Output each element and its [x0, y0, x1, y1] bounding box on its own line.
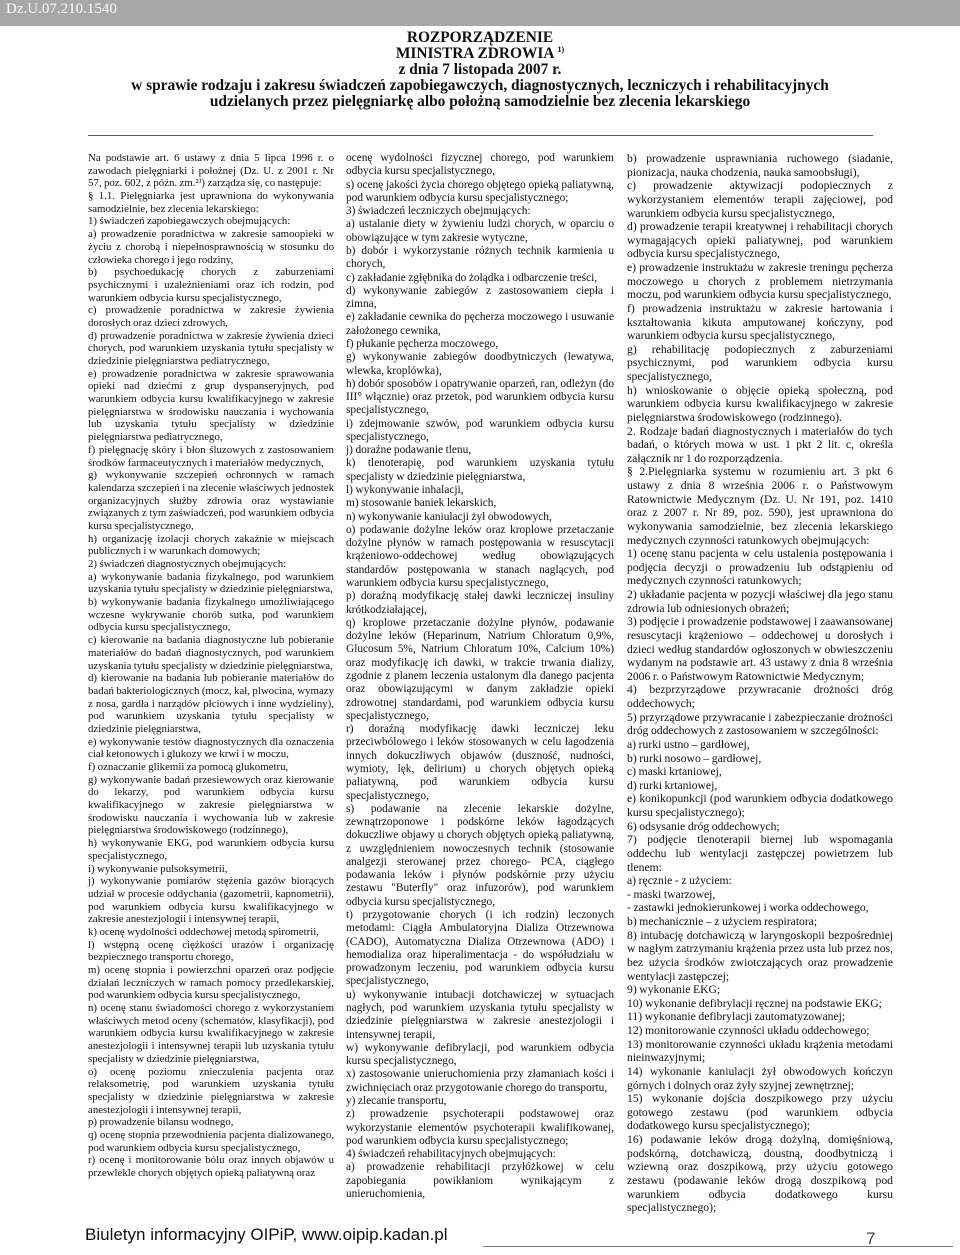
paragraph: 2. Rodzaje badań diagnostycznych i materiałów do tych badań, o których mowa w ust. 1 pkt 2 lit. c, określa załącznik nr 1 do rozporządzenia. [627, 424, 893, 465]
paragraph: f) oznaczanie glikemii za pomocą glukometru, [88, 761, 289, 773]
regulation-title-block [30, 30, 930, 110]
title-line-2 [30, 46, 930, 62]
title-line-5: udzielanych przez pielęgniarkę albo położną samodzielnie bez zlecenia lekarskiego [209, 93, 751, 110]
paragraph: a) rurki ustno – gardłowej, [627, 737, 750, 751]
paragraph: h) dobór sposobów i opatrywanie oparzeń, ran, odleżyn (do III° włącznie) oraz przetok, pod warunkiem odbycia kursu specjalistycznego, [346, 377, 614, 417]
page-number: 7 [866, 1229, 876, 1248]
paragraph: j) wykonywanie pomiarów stężenia gazów biorących udział w procesie oddychania (gazometrii, kapnometrii), pod warunkiem odbycia kursu kwalifikacyjnego w zakresie anestezjologii i intensywnej terapii, [88, 875, 334, 926]
paragraph: Na podstawie art. 6 ustawy z dnia 5 lipca 1996 r. o zawodach pielęgniarki i położnej (Dz. U. z 2001 r. Nr 57, poz. 602, z późn. zm.²⁾) zarządza się, co następuje: [88, 152, 334, 190]
paragraph: m) ocenę stopnia i powierzchni oparzeń oraz podjęcie działań leczniczych w ramach pomocy przedlekarskiej, pod warunkiem odbycia kursu specjalistycznego, [88, 964, 334, 1002]
paragraph: 16) podawanie leków drogą dożylną, domięśniową, podskórną, dotchawiczą, doustną, doodbytniczą i wziewną oraz doszpikową, przy użyciu gotowego zestawu (podawanie leków drogą doszpikową pod warunkiem odbycia dodatkowego kursu specjalistycznego); [627, 1133, 893, 1215]
paragraph: f) prowadzenia instruktażu w zakresie hartowania i kształtowania kikuta amputowanej kończyny, pod warunkiem odbycia kursu specjalistycznego, [627, 301, 893, 343]
paragraph: p) doraźną modyfikację stałej dawki leczniczej insuliny krótkodziałającej, [346, 590, 614, 616]
paragraph: r) ocenę i monitorowanie bólu oraz innych objawów u przewlekle chorych objętych opieką paliatywną oraz [88, 1154, 334, 1179]
title-line-2-text: MINISTRA ZDROWIA [395, 45, 554, 62]
paragraph: 6) odsysanie dróg oddechowych; [627, 819, 780, 833]
paragraph: j) doraźne podawanie tlenu, [346, 444, 472, 457]
paragraph: e) prowadzenie poradnictwa w zakresie sprawowania opieki nad dziećmi z grup dyspanseryjnych, pod warunkiem odbycia kursu kwalifikacyjnego w zakresie pielęgniarstwa w środowisku nauczania i wychowania lub uzyskania tytułu specjalisty w dziedzinie pielęgniarstwa pediatrycznego, [88, 367, 334, 444]
paragraph: i) wykonywanie pulsoksymetrii, [88, 862, 228, 875]
paragraph: o) podawanie dożylne leków oraz kroplowe przetaczanie dożylne płynów w ramach postępowania w resuscytacji krążeniowo-oddechowej według obowiązujących standardów postępowania w stanach naglących, pod warunkiem odbycia kursu specjalistycznego, [346, 523, 614, 589]
paragraph: a) prowadzenie rehabilitacji przyłóżkowej w celu zapobiegania powikłaniom wynikającym z unieruchomienia, [346, 1161, 614, 1200]
paragraph: u) wykonywanie intubacji dotchawiczej w sytuacjach nagłych, pod warunkiem uzyskania tytułu specjalisty w dziedzinie pielęgniarstwa w zakresie anestezjologii i intensywnej terapii, [346, 988, 614, 1041]
footer-rule [483, 1246, 953, 1247]
paragraph: b) prowadzenie usprawniania ruchowego (siadanie, pionizacja, nauka chodzenia, nauka samoobsługi), [627, 152, 893, 179]
paragraph: a) ręcznie - z użyciem: [627, 874, 732, 888]
paragraph: - maski twarzowej, [627, 887, 716, 901]
paragraph: b) dobór i wykorzystanie różnych technik karmienia u chorych, [346, 244, 614, 271]
paragraph: e) wykonywanie testów diagnostycznych dla oznaczenia ciał ketonowych i glukozy we krwi i w moczu, [88, 735, 334, 761]
paragraph: 2) świadczeń diagnostycznych obejmujących: [88, 558, 287, 570]
paragraph: c) zakładanie zgłębnika do żołądka i odbarczenie treści, [346, 271, 598, 284]
paragraph: r) doraźną modyfikację dawki leczniczej leku przeciwbólowego i leków stosowanych w celu łagodzenia innych dokuczliwych objawów (duszność, nudności, wymioty, lęk, delirium) u chorych objętych opieką paliatywną, pod warunkiem odbycia kursu specjalistycznego, [346, 723, 614, 802]
paragraph: n) ocenę stanu świadomości chorego z wykorzystaniem właściwych metod oceny (schematów, klasyfikacji), pod warunkiem odbycia kursu kwalifikacyjnego w zakresie anestezjologii i intensywnej terapii lub uzyskania tytułu specjalisty w dziedzinie pielęgniarstwa, [88, 1002, 334, 1065]
paragraph: 9) wykonanie EKG; [627, 983, 721, 997]
paragraph: k) ocenę wydolności oddechowej metodą spirometrii, [88, 925, 319, 938]
document-reference: Dz.U.07.210.1540 [6, 1, 117, 17]
page-footer [85, 1225, 885, 1249]
paragraph: 7) podjęcie tlenoterapii biernej lub wspomagania oddechu lub wentylacji zastępczej powietrzem lub tlenem: [627, 833, 893, 874]
footer-bulletin: Biuletyn informacyjny OIPiP, www.oipip.kadan.pl [85, 1225, 448, 1244]
paragraph: a) wykonywanie badania fizykalnego, pod warunkiem uzyskania tytułu specjalisty w dziedzinie pielęgniarstwa, [88, 570, 334, 596]
paragraph: 5) przyrządowe przywracanie i zabezpieczanie drożności dróg oddechowych z zastosowaniem w szczególności: [627, 710, 893, 738]
paragraph: d) rurki krtaniowej, [627, 778, 718, 792]
paragraph: s) ocenę jakości życia chorego objętego opieką paliatywną, pod warunkiem odbycia kursu specjalistycznego; [346, 178, 614, 204]
text-column-1 [88, 152, 334, 1180]
paragraph: 3) świadczeń leczniczych obejmujących: [346, 205, 531, 218]
paragraph: a) prowadzenie poradnictwa w zakresie samoopieki w życiu z chorobą i niepełnosprawnością w stosunku do człowieka chorego i jego rodziny, [88, 228, 334, 266]
paragraph: h) wykonywanie EKG, pod warunkiem odbycia kursu specjalistycznego, [88, 837, 334, 862]
title-footnote-ref: 1) [557, 44, 565, 54]
title-line-4: w sprawie rodzaju i zakresu świadczeń zapobiegawczych, diagnostycznych, leczniczych i rehabilitacyjnych [131, 77, 829, 94]
paragraph: d) prowadzenie poradnictwa w zakresie żywienia dzieci chorych, pod warunkiem uzyskania tytułu specjalisty w dziedzinie pielęgniarstwa pediatrycznego, [88, 329, 334, 367]
paragraph: f) płukanie pęcherza moczowego, [346, 337, 499, 350]
paragraph: 14) wykonanie kaniulacji żył obwodowych kończyn górnych i dolnych oraz żyły szyjnej zewnętrznej; [627, 1064, 893, 1092]
paragraph: q) kroplowe przetaczanie dożylne płynów, podawanie dożylne leków (Heparinum, Natrium Chloratum 0,9%, Glucosum 5%, Natrium Chloratum 10%, Calcium 10%) oraz modyfikację ich dawki, w trakcie trwania dializy, zgodnie z planem leczenia ustalonym dla danego pacjenta oraz obowiązującymi w danym zakładzie opieki zdrowotnej standardami, pod warunkiem odbycia kursu specjalistycznego, [346, 616, 614, 722]
text-column-2 [346, 152, 614, 1201]
paragraph: 2) układanie pacjenta w pozycji właściwej dla jego stanu zdrowia lub odniesionych obrażeń; [627, 588, 893, 615]
paragraph: 8) intubację dotchawiczą w laryngoskopii bezpośredniej w nagłym zatrzymaniu krążenia przez usta lub przez nos, bez użycia środków zwiotczających oraz prowadzenie wentylacji zastępczej; [627, 928, 893, 983]
paragraph: c) prowadzenie aktywizacji podopiecznych z wykorzystaniem elementów terapii zajęciowej, pod warunkiem odbycia kursu specjalistycznego, [627, 179, 893, 220]
paragraph: m) stosowanie baniek lekarskich, [346, 497, 497, 510]
paragraph: l) wstępną ocenę ciężkości urazów i organizację bezpiecznego transportu chorego, [88, 938, 334, 964]
paragraph: t) przygotowanie chorych (i ich rodzin) leczonych metodami: Ciągła Ambulatoryjna Dializa Otrzewnowa (CADO), Automatyczna Dializa Otrzewnowa (ADO) i hemodializa oraz hiperalimentacja - do współudziału w prowadzonym leczeniu, pod warunkiem odbycia kursu specjalistycznego, [346, 909, 614, 988]
paragraph: f) pielęgnację skóry i błon śluzowych z zastosowaniem środków farmaceutycznych i materiałów medycznych, [88, 443, 334, 469]
paragraph: g) wykonywanie zabiegów doodbytniczych (lewatywa, wlewka, kroplówka), [346, 351, 614, 377]
paragraph: h) organizację izolacji chorych zakaźnie w miejscach publicznych i w warunkach domowych; [88, 532, 334, 558]
paragraph: l) wykonywanie inhalacji, [346, 484, 464, 497]
title-divider [88, 135, 873, 136]
paragraph: z) prowadzenie psychoterapii podstawowej oraz wykorzystanie elementów psychoterapii kwalifikowanej, pod warunkiem odbycia kursu specjalistycznego; [346, 1108, 614, 1147]
paragraph: k) tlenoterapię, pod warunkiem uzyskania tytułu specjalisty w dziedzinie pielęgniarstwa, [346, 457, 614, 483]
paragraph: 10) wykonanie defibrylacji ręcznej na podstawie EKG; [627, 996, 882, 1010]
paragraph: d) wykonywanie zabiegów z zastosowaniem ciepła i zimna, [346, 284, 614, 311]
paragraph: x) zastosowanie unieruchomienia przy złamaniach kości i zwichnięciach oraz przygotowanie chorego do transportu, [346, 1068, 614, 1094]
paragraph: 15) wykonanie dojścia doszpikowego przy użyciu gotowego zestawu (pod warunkiem odbycia dodatkowego kursu specjalistycznego); [627, 1092, 893, 1133]
paragraph: § 1.1. Pielęgniarka jest uprawniona do wykonywania samodzielnie, bez zlecenia lekarskiego: [88, 190, 334, 215]
paragraph: b) psychoedukację chorych z zaburzeniami psychicznymi i uzależnieniami oraz ich rodzin, pod warunkiem odbycia kursu specjalistycznego, [88, 266, 334, 304]
paragraph: s) podawanie na zlecenie lekarskie dożylne, zewnątrzoponowe i podskórne leków łagodzących dokuczliwe objawy u chorych objętych opieką paliatywną, z uwzględnieniem nowoczesnych technik (stosowanie analgezji sterowanej przez chorego- PCA, ciągłego podawania leków i płynów podskórnie przy użyciu zestawu "Buterfly" oraz infuzorów), pod warunkiem odbycia kursu specjalistycznego, [346, 802, 614, 908]
paragraph: 4) bezprzyrządowe przywracanie drożności dróg oddechowych; [627, 683, 893, 710]
paragraph: y) zlecanie transportu, [346, 1094, 447, 1107]
paragraph: 1) ocenę stanu pacjenta w celu ustalenia postępowania i podjęcia decyzji o prowadzeniu lub odstąpieniu od medycznych czynności ratunkowych; [627, 547, 893, 588]
paragraph: d) prowadzenie terapii kreatywnej i rehabilitacji chorych wymagających opieki paliatywnej, pod warunkiem odbycia kursu specjalistycznego, [627, 220, 893, 261]
paragraph: 12) monitorowanie czynności układu oddechowego; [627, 1024, 870, 1037]
paragraph: § 2.Pielęgniarka systemu w rozumieniu art. 3 pkt 6 ustawy z dnia 8 września 2006 r. o Państwowym Ratownictwie Medycznym (Dz. U. Nr 191, poz. 1410 oraz z 2007 r. Nr 89, poz. 590), jest uprawniona do wykonywania samodzielnie, bez zlecenia lekarskiego medycznych czynności ratunkowych obejmujących: [627, 465, 893, 547]
paragraph: 13) monitorowanie czynności układu krążenia metodami nieinwazyjnymi; [627, 1037, 893, 1065]
paragraph: g) wykonywanie badań przesiewowych oraz kierowanie do lekarzy, pod warunkiem odbycia kursu kwalifikacyjnego w zakresie pielęgniarstwa w środowisku nauczania i wychowania lub w zakresie pielęgniarstwa środowiskowego (rodzinnego), [88, 773, 334, 837]
paragraph: b) wykonywanie badania fizykalnego umożliwiającego wczesne wykrywanie chorób sutka, pod warunkiem odbycia kursu specjalistycznego, [88, 596, 334, 634]
paragraph: b) mechanicznie – z użyciem respiratora; [627, 915, 818, 928]
paragraph: 1) świadczeń zapobiegawczych obejmujących: [88, 215, 291, 228]
paragraph: n) wykonywanie kaniulacji żył obwodowych, [346, 510, 552, 523]
paragraph: d) kierowanie na badania lub pobieranie materiałów do badań bakteriologicznych (mocz, kał, plwocina, wymazy z nosa, gardła i narządów płciowych i inne wydzieliny), pod warunkiem uzyskania tytułu specjalisty w dziedzinie pielęgniarstwa, [88, 672, 335, 735]
document-reference-bar [0, 0, 960, 26]
paragraph: g) rehabilitację podopiecznych z zaburzeniami psychicznymi, pod warunkiem odbycia kursu specjalistycznego, [627, 342, 893, 383]
paragraph: - zastawki jednokierunkowej i worka oddechowego, [627, 901, 869, 915]
paragraph: c) kierowanie na badania diagnostyczne lub pobieranie materiałów do badań diagnostycznych, pod warunkiem uzyskania tytułu specjalisty w dziedzinie pielęgniarstwa, [88, 634, 334, 672]
title-line-1: ROZPORZĄDZENIE [406, 29, 554, 46]
paragraph: 4) świadczeń rehabilitacyjnych obejmujących: [346, 1148, 556, 1161]
paragraph: q) ocenę stopnia przewodnienia pacjenta dializowanego, pod warunkiem odbycia kursu specjalistycznego, [88, 1128, 334, 1154]
paragraph: i) zdejmowanie szwów, pod warunkiem odbycia kursu specjalistycznego, [346, 417, 614, 443]
text-column-3 [627, 152, 893, 1215]
paragraph: w) wykonywanie defibrylacji, pod warunkiem odbycia kursu specjalistycznego, [346, 1041, 614, 1068]
paragraph: h) wnioskowanie o objęcie opieką społeczną, pod warunkiem odbycia kursu kwalifikacyjnego w zakresie pielęgniarstwa środowiskowego (rodzinnego). [627, 383, 893, 424]
paragraph: 3) podjęcie i prowadzenie podstawowej i zaawansowanej resuscytacji krążeniowo – oddechowej u dorosłych i dzieci według standardów ogłoszonych w obwieszczeniu wydanym na podstawie art. 43 ustawy z dnia 8 września 2006 r. o Państwowym Ratownictwie Medycznym; [627, 615, 893, 683]
paragraph: 11) wykonanie defibrylacji zautomatyzowanej; [627, 1010, 846, 1024]
paragraph: e) konikopunkcji (pod warunkiem odbycia dodatkowego kursu specjalistycznego); [627, 792, 893, 819]
paragraph: e) prowadzenie instruktażu w zakresie treningu pęcherza moczowego u chorych z problemem nietrzymania moczu, pod warunkiem odbycia kursu specjalistycznego, [627, 261, 893, 302]
paragraph: b) rurki nosowo – gardłowej, [627, 751, 762, 765]
paragraph: ocenę wydolności fizycznej chorego, pod warunkiem odbycia kursu specjalistycznego, [346, 152, 614, 178]
paragraph: o) ocenę poziomu znieczulenia pacjenta oraz relaksometrię, pod warunkiem uzyskania tytułu specjalisty w dziedzinie pielęgniarstwa w zakresie anestezjologii i intensywnej terapii, [88, 1065, 334, 1116]
paragraph: p) prowadzenie bilansu wodnego, [88, 1116, 234, 1129]
title-line-3: z dnia 7 listopada 2007 r. [398, 61, 562, 78]
paragraph: e) zakładanie cewnika do pęcherza moczowego i usuwanie założonego cewnika, [346, 311, 614, 337]
paragraph: c) maski krtaniowej, [627, 765, 722, 779]
paragraph: c) prowadzenie poradnictwa w zakresie żywienia dorosłych oraz dzieci zdrowych, [88, 304, 334, 329]
paragraph: g) wykonywanie szczepień ochronnych w ramach kalendarza szczepień i na zlecenie właściwych jednostek organizacyjnych służby zdrowia oraz wystawianie związanych z tym zaświadczeń, pod warunkiem odbycia kursu specjalistycznego, [88, 469, 334, 532]
paragraph: a) ustalanie diety w żywieniu ludzi chorych, w oparciu o obowiązujące w tym zakresie wytyczne, [346, 218, 614, 244]
